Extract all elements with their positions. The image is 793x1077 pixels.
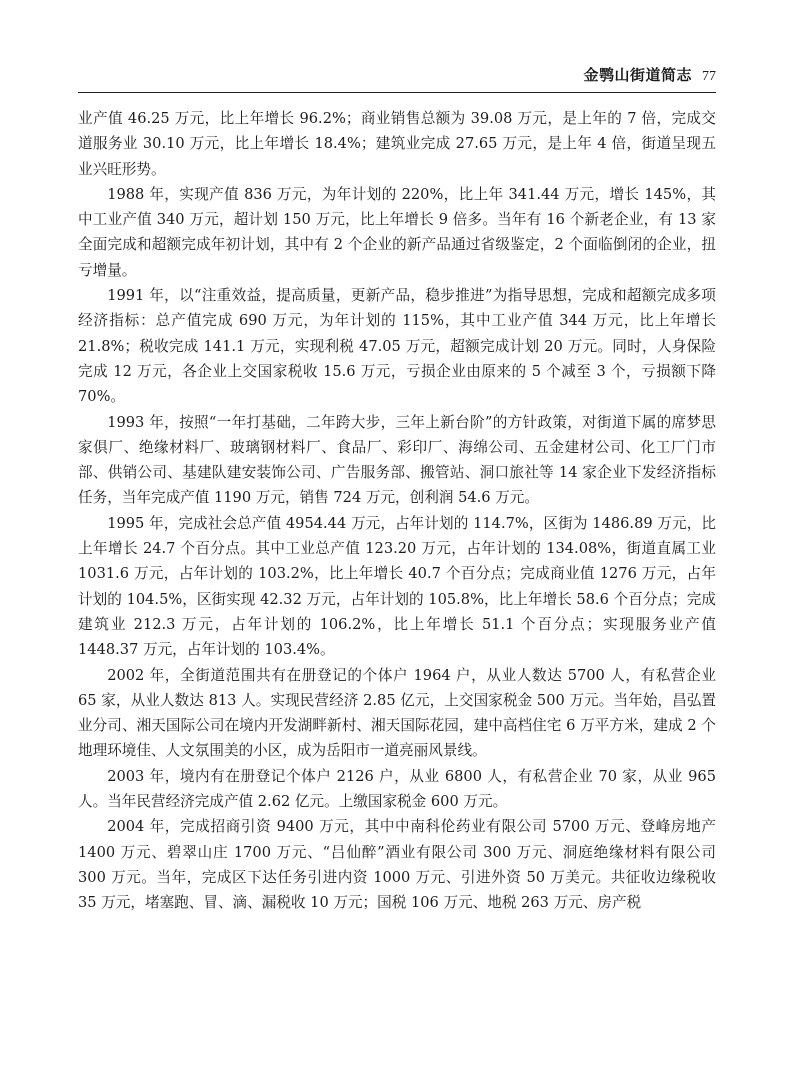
body-text	[78, 106, 716, 916]
paragraph-1988: 1988 年，实现产值 836 万元，为年计划的 220%，比上年 341.44 万元，增长 145%，其中工业产值 340 万元，超计划 150 万元，比上年增长 9 倍多。当年有 16 个新老企业，有 13 家全面完成和超额完成年初计划，其中有 2 个企业的新产品通过省级鉴定，2 个面临倒闭的企业，扭亏增量。	[78, 185, 716, 279]
page-number: 77	[702, 69, 716, 84]
paragraph-2004: 2004 年，完成招商引资 9400 万元，其中中南科伦药业有限公司 5700 万元、登峰房地产 1400 万元、碧翠山庄 1700 万元、“吕仙醉”酒业有限公司 300 万元、洞庭绝缘材料有限公司 300 万元。当年，完成区下达任务引进内资 1000 万元、引进外资 50 万美元。共征收边缘税收 35 万元，堵塞跑、冒、滴、漏税收 10 万元；国税 106 万元、地税 263 万元、房产税	[78, 818, 716, 912]
paragraph-2002: 2002 年，全街道范围共有在册登记的个体户 1964 户，从业人数达 5700 人，有私营企业 65 家，从业人数达 813 人。实现民营经济 2.85 亿元，上交国家税金 500 万元。当年始，昌弘置业分司、湘天国际公司在境内开发湖畔新村、湘天国际花园，建中高档住宅 6 万平方米，建成 2 个地理环境佳、人文氛围美的小区，成为岳阳市一道亮丽风景线。	[78, 666, 716, 760]
running-header	[78, 64, 716, 88]
paragraph-1991: 1991 年，以“注重效益，提高质量，更新产品，稳步推进”为指导思想，完成和超额完成多项经济指标：总产值完成 690 万元，为年计划的 115%，其中工业产值 344 万元，比上年增长 21.8%；税收完成 141.1 万元，实现利税 47.05 万元，超额完成计划 20 万元。同时，人身保险完成 12 万元，各企业上交国家税收 15.6 万元，亏损企业由原来的 5 个减至 3 个，亏损额下降 70%。	[78, 287, 716, 406]
header-rule	[78, 92, 716, 93]
paragraph-2003: 2003 年，境内有在册登记个体户 2126 户，从业 6800 人，有私营企业 70 家，从业 965 人。当年民营经济完成产值 2.62 亿元。上缴国家税金 600 万元。	[78, 767, 716, 811]
book-title: 金鹗山街道简志	[583, 66, 692, 84]
paragraph-1995: 1995 年，完成社会总产值 4954.44 万元，占年计划的 114.7%，区街为 1486.89 万元，比上年增长 24.7 个百分点。其中工业总产值 123.20 万元，占年计划的 134.08%，街道直属工业 1031.6 万元，占年计划的 103.2%，比上年增长 40.7 个百分点；完成商业值 1276 万元，占年计划的 104.5%，区街实现 42.32 万元，占年计划的 105.8%，比上年增长 58.6 个百分点；完成建筑业 212.3 万元，占年计划的 106.2%，比上年增长 51.1 个百分点；实现服务业产值 1448.37 万元，占年计划的 103.4%。	[78, 514, 716, 659]
paragraph-continuation: 业产值 46.25 万元，比上年增长 96.2%；商业销售总额为 39.08 万元，是上年的 7 倍，完成交道服务业 30.10 万元，比上年增长 18.4%；建筑业完成 27.65 万元，是上年 4 倍，街道呈现五业兴旺形势。	[78, 110, 716, 178]
paragraph-1993: 1993 年，按照“一年打基础，二年跨大步，三年上新台阶”的方针政策，对街道下属的席梦思家俱厂、绝缘材料厂、玻璃钢材料厂、食品厂、彩印厂、海绵公司、五金建材公司、化工厂门市部、供销公司、基建队建安装饰公司、广告服务部、搬管站、洞口旅社等 14 家企业下发经济指标任务，当年完成产值 1190 万元，销售 724 万元，创利润 54.6 万元。	[78, 413, 716, 507]
